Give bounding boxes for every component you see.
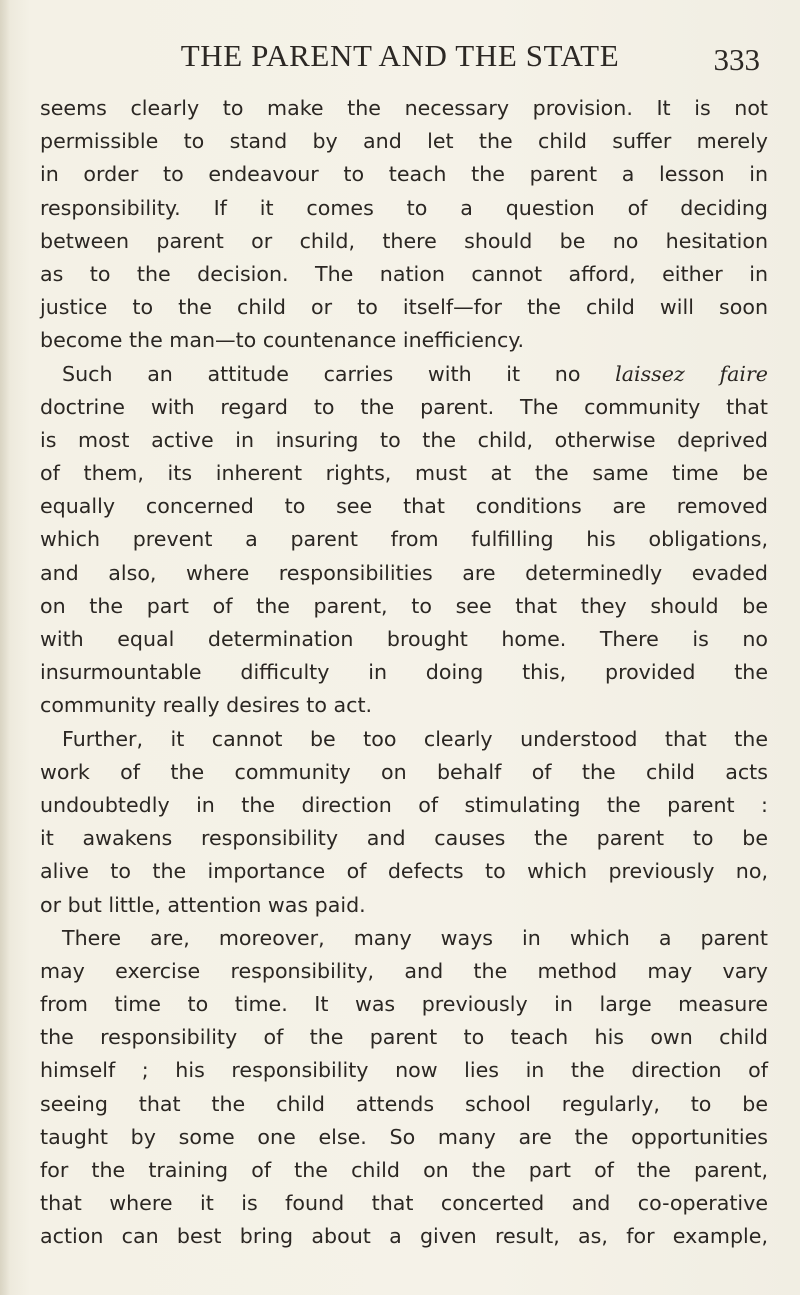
text-line: himself ; his responsibility now lies in the direction of (40, 1058, 768, 1083)
text-line (40, 358, 768, 391)
running-title: THE PARENT AND THE STATE (180, 38, 620, 73)
text-line: There are, moreover, many ways in which a parent (62, 925, 768, 950)
paragraph-2 (40, 358, 768, 723)
text-line: alive to the importance of defects to which previously no, (40, 859, 768, 884)
text-line: community really desires to act. (40, 693, 373, 718)
text-line: which prevent a parent from fulfilling his obligations, (40, 527, 768, 552)
text-line: permissible to stand by and let the child suffer merely (40, 129, 768, 154)
text-line: it awakens responsibility and causes the parent to be (40, 826, 768, 851)
text-line: action can best bring about a given result, as, for example, (40, 1224, 768, 1249)
text-segment: Such an attitude carries with it no (62, 361, 616, 386)
text-line: as to the decision. The nation cannot afford, either in (40, 261, 768, 286)
paragraph-1 (40, 92, 768, 358)
text-line: of them, its inherent rights, must at the same time be (40, 461, 768, 486)
body-text (40, 92, 768, 1254)
text-line: for the training of the child on the part of the parent, (40, 1158, 768, 1182)
running-head (0, 38, 800, 88)
text-line: is most active in insuring to the child, otherwise deprived (40, 427, 768, 452)
text-line: doctrine with regard to the parent. The community that (40, 394, 768, 419)
text-line: taught by some one else. So many are the opportunities (40, 1124, 768, 1149)
text-line: insurmountable difficulty in doing this, provided the (40, 660, 768, 685)
text-line: from time to time. It was previously in large measure (40, 992, 768, 1017)
text-line: with equal determination brought home. There is no (40, 627, 768, 651)
paragraph-3 (40, 723, 768, 922)
text-line: responsibility. If it comes to a question of deciding (40, 195, 768, 220)
text-line: that where it is found that concerted and co-operative (40, 1191, 768, 1216)
text-line: undoubtedly in the direction of stimulating the parent : (40, 792, 768, 817)
text-line: equally concerned to see that conditions are removed (40, 494, 768, 519)
text-line: justice to the child or to itself—for the child will soon (40, 295, 768, 320)
text-line: and also, where responsibilities are determinedly evaded (40, 560, 768, 585)
text-line: become the man—to countenance inefficiency. (40, 328, 525, 353)
page-edge-shadow (0, 0, 10, 1295)
paragraph-4 (40, 922, 768, 1254)
text-line: the responsibility of the parent to teach his own child (40, 1025, 768, 1050)
text-line: on the part of the parent, to see that they should be (40, 593, 768, 618)
text-line: work of the community on behalf of the child acts (40, 759, 768, 784)
text-line: Further, it cannot be too clearly understood that the (62, 726, 768, 751)
text-line: may exercise responsibility, and the method may vary (40, 958, 768, 983)
page-number: 333 (713, 42, 760, 77)
text-line: between parent or child, there should be no hesitation (40, 228, 768, 253)
text-line: seeing that the child attends school regularly, to be (40, 1091, 768, 1116)
text-line: or but little, attention was paid. (40, 892, 366, 917)
text-line: in order to endeavour to teach the parent a lesson in (40, 162, 768, 187)
italic-phrase: laissez faire (615, 361, 768, 386)
text-line: seems clearly to make the necessary provision. It is not (40, 96, 768, 120)
